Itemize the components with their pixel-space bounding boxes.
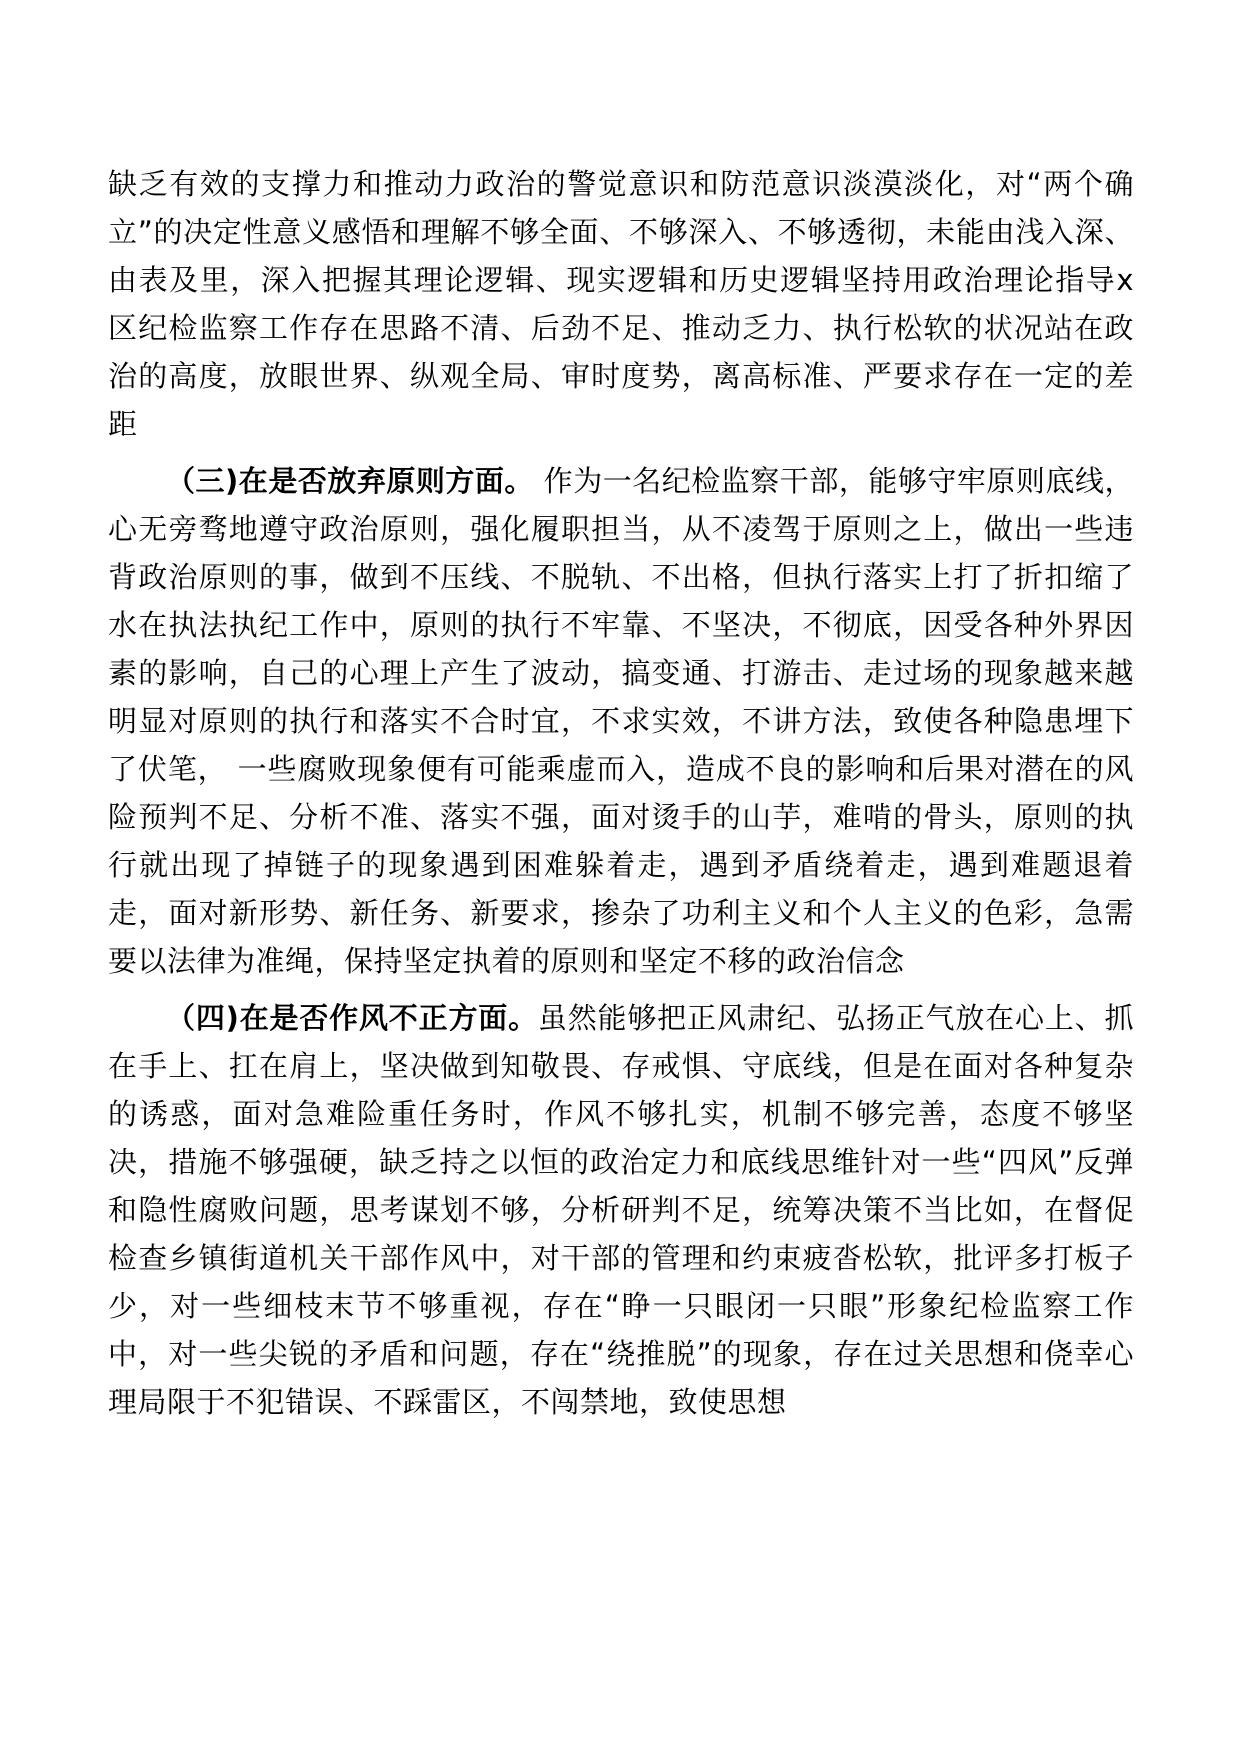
paragraph-spacer: [108, 448, 1134, 457]
document-page: [108, 160, 1134, 1426]
paragraph-spacer: [108, 985, 1134, 994]
paragraph-political-awareness: [108, 160, 1134, 448]
paragraph-text: 缺乏有效的支撑力和推动力政治的警觉意识和防范意识淡漠淡化，对“两个确立”的决定性意义感悟和理解不够全面、不够深入、不够透彻，未能由浅入深、由表及里，深入把握其理论逻辑、现实逻辑和历史逻辑坚持用政治理论指导x 区纪检监察工作存在思路不清、后劲不足、推动乏力、执行松软的状况站在政治的高度，放眼世界、纵观全局、审时度势，离高标准、严要求存在一定的差距: [108, 167, 1134, 441]
paragraph-work-style: [108, 994, 1134, 1426]
paragraph-text: 作为一名纪检监察干部，能够守牢原则底线，心无旁骛地遵守政治原则，强化履职担当，从不凌驾于原则之上，做出一些违背政治原则的事，做到不压线、不脱轨、不出格，但执行落实上打了折扣缩了水在执法执纪工作中，原则的执行不牢靠、不坚决，不彻底，因受各种外界因素的影响，自己的心理上产生了波动，搞变通、打游击、走过场的现象越来越明显对原则的执行和落实不合时宜，不求实效，不讲方法，致使各种隐患埋下了伏笔， 一些腐败现象便有可能乘虚而入，造成不良的影响和后果对潜在的风险预判不足、分析不准、落实不强，面对烫手的山芋，难啃的骨头，原则的执行就出现了掉链子的现象遇到困难躲着走，遇到矛盾绕着走，遇到难题退着走，面对新形势、新任务、新要求，掺杂了功利主义和个人主义的色彩，急需要以法律为准绳，保持坚定执着的原则和坚定不移的政治信念: [108, 464, 1134, 978]
section-heading-work-style: （四)在是否作风不正方面。: [166, 1001, 538, 1035]
section-heading-principles: （三)在是否放弃原则方面。: [166, 464, 534, 498]
paragraph-principles: [108, 457, 1134, 985]
paragraph-text: 虽然能够把正风肃纪、弘扬正气放在心上、抓在手上、扛在肩上，坚决做到知敬畏、存戒惧、守底线，但是在面对各种复杂的诱惑，面对急难险重任务时，作风不够扎实，机制不够完善，态度不够坚决，措施不够强硬，缺乏持之以恒的政治定力和底线思维针对一些“四风”反弹和隐性腐败问题，思考谋划不够，分析研判不足，统筹决策不当比如，在督促检查乡镇街道机关干部作风中，对干部的管理和约束疲沓松软，批评多打板子少，对一些细枝末节不够重视，存在“睁一只眼闭一只眼”形象纪检监察工作中，对一些尖锐的矛盾和问题，存在“绕推脱”的现象，存在过关思想和侥幸心理局限于不犯错误、不踩雷区，不闯禁地，致使思想: [108, 1001, 1134, 1419]
